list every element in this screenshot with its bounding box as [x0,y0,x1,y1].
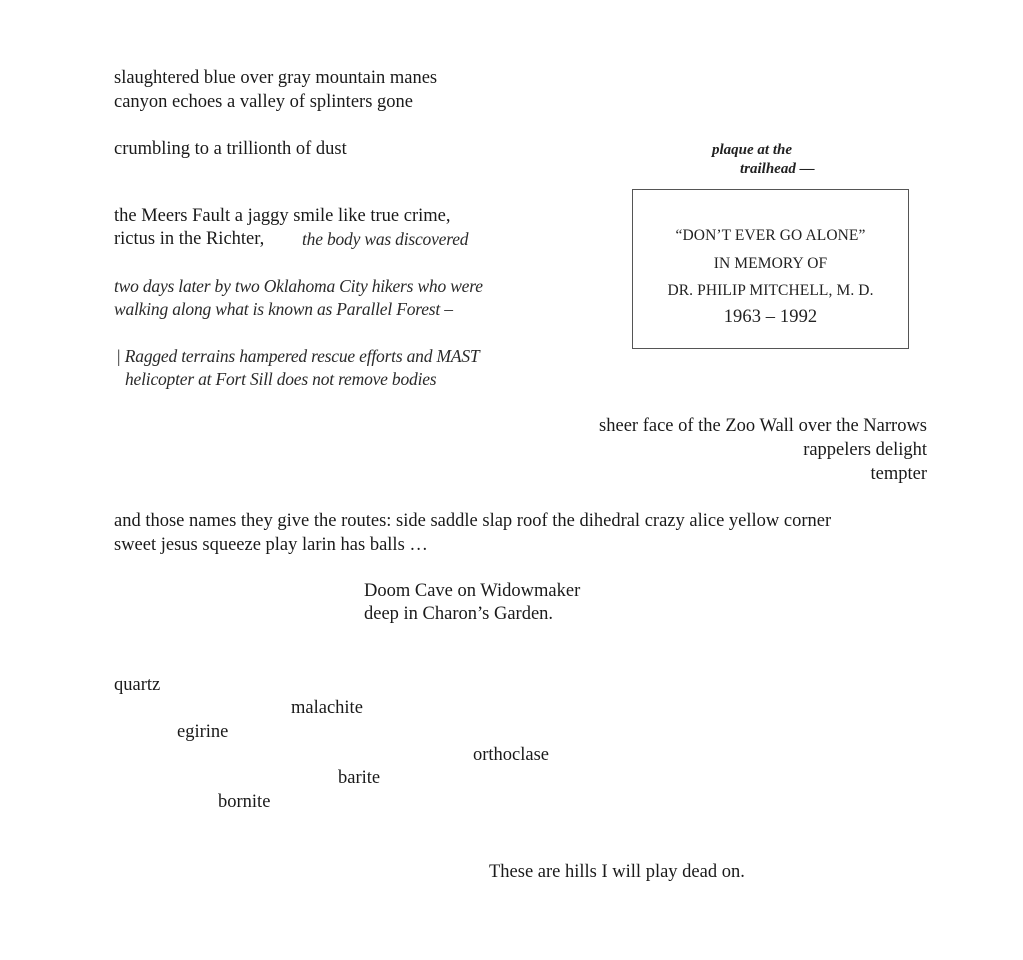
mineral-word: malachite [291,698,363,718]
poem-line: canyon echoes a valley of splinters gone [114,92,413,112]
poem-line: and those names they give the routes: side saddle slap roof the dihedral crazy alice yellow corner [114,511,832,531]
closing-line: These are hills I will play dead on. [489,862,745,882]
poem-line: tempter [870,464,927,484]
mineral-word: orthoclase [473,745,550,765]
plaque-years: 1963 – 1992 [723,307,818,327]
mineral-word: quartz [114,675,161,695]
memorial-plaque [632,189,909,349]
plaque-line: DR. PHILIP MITCHELL, M. D. [667,282,874,299]
poem-line: the Meers Fault a jaggy smile like true crime, [114,206,451,226]
poem-line-italic: two days later by two Oklahoma City hikers who were [114,276,483,296]
plaque-caption: plaque at the [712,142,793,158]
poem-line: rappelers delight [803,440,927,460]
plaque-line: “DON’T EVER GO ALONE” [675,227,866,244]
poem-line: sweet jesus squeeze play larin has balls … [114,535,428,555]
poem-line: crumbling to a trillionth of dust [114,139,347,159]
poem-line-italic: helicopter at Fort Sill does not remove bodies [125,369,437,389]
poem-line: sheer face of the Zoo Wall over the Narrows [599,416,927,436]
poem-line-italic: walking along what is known as Parallel Forest – [114,299,453,319]
plaque-line: IN MEMORY OF [713,255,828,272]
poem-line: slaughtered blue over gray mountain manes [114,68,438,88]
plaque-caption: trailhead — [740,161,815,177]
mineral-word: bornite [218,792,271,812]
mineral-word: barite [338,768,381,788]
poem-line-italic: the body was discovered [302,229,469,249]
poem-line: deep in Charon’s Garden. [364,604,554,624]
poem-line-italic: | Ragged terrains hampered rescue efforts and MAST [116,346,480,366]
poem-line: Doom Cave on Widowmaker [364,581,581,601]
poem-line: rictus in the Richter, [114,229,265,249]
mineral-word: egirine [177,722,229,742]
